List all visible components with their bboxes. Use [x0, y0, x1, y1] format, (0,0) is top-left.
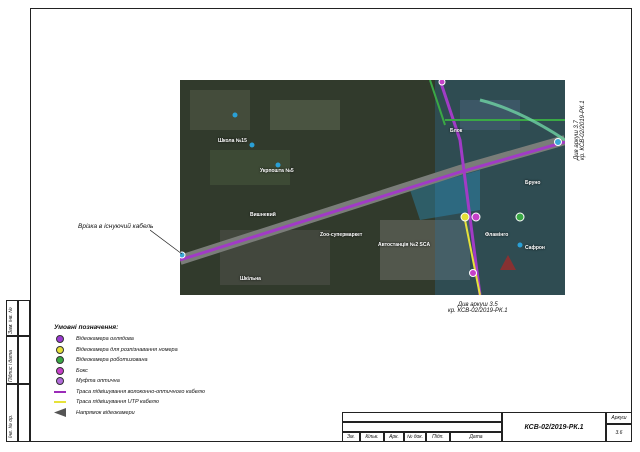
legend-item — [54, 366, 294, 377]
legend-line-icon — [54, 391, 66, 393]
sheet-ref-right-text: Див аркуш 3.7 кр. КСВ-02/2019-РК.1 — [574, 100, 586, 160]
title-block — [342, 412, 632, 442]
legend-label: Відеокамера оглядова — [76, 336, 134, 343]
map-label: Сафрон — [525, 245, 545, 251]
legend-label: Відеокамера для розпізнавання номера — [76, 346, 178, 353]
map-label: Автостанція №2 SCA — [378, 242, 431, 248]
legend-symbol — [54, 377, 66, 386]
map-overlay — [180, 80, 565, 295]
legend-label: Напрямок відеокамери — [76, 409, 135, 416]
map-label: Блок — [450, 128, 463, 134]
stamp-header: № док. — [404, 432, 426, 442]
legend-marker-icon — [56, 346, 64, 354]
legend-marker-icon — [56, 377, 64, 385]
map-label: Zoo-супермаркет — [320, 232, 363, 238]
legend-symbol — [54, 408, 66, 417]
legend-item — [54, 355, 294, 366]
legend-item — [54, 345, 294, 356]
legend-symbol — [54, 356, 66, 365]
legend-label: Бокс — [76, 367, 88, 374]
map-label: Укрпошта №5 — [260, 168, 294, 174]
stamp-header: Кільк. — [360, 432, 384, 442]
legend-label: Траса підвішування UTP кабелю — [76, 399, 159, 406]
legend-symbol — [54, 335, 66, 344]
legend-symbol — [54, 387, 66, 396]
legend-marker-icon — [56, 367, 64, 375]
legend-item — [54, 397, 294, 408]
sheet-label: Аркуш — [606, 412, 632, 424]
map-label: Шкільна — [240, 276, 261, 282]
sheet-ref-bottom — [448, 302, 508, 314]
side-cell-label: Підпис і дата — [8, 350, 14, 382]
map-label: Фламінго — [485, 232, 509, 238]
callout-leader — [150, 228, 185, 258]
legend-item — [54, 376, 294, 387]
legend-symbol — [54, 345, 66, 354]
legend — [54, 324, 294, 418]
map-label: Школа №15 — [218, 138, 247, 144]
legend-marker-icon — [56, 356, 64, 364]
legend-line-icon — [54, 401, 66, 403]
map-label: Вишневий — [250, 212, 276, 218]
side-stamp — [6, 300, 30, 442]
sheet-number: 3.6 — [606, 424, 632, 442]
legend-label: Відеокамера роботизована — [76, 357, 148, 364]
sheet-ref-bottom-text: Див аркуш 3.5 кр. КСВ-02/2019-РК.1 — [448, 302, 508, 314]
legend-symbol — [54, 398, 66, 407]
stamp-header: Дата — [450, 432, 502, 442]
stamp-header: Зм. — [342, 432, 360, 442]
sheet-ref-right — [574, 100, 586, 160]
legend-item — [54, 387, 294, 398]
camera-direction-icon — [54, 408, 66, 417]
satellite-map — [180, 80, 565, 295]
legend-marker-icon — [56, 335, 64, 343]
legend-label: Муфта оптична — [76, 378, 120, 385]
map-label: Бруно — [525, 180, 541, 186]
stamp-header: Арк. — [384, 432, 404, 442]
side-cell-label: Зам. інв. № — [8, 307, 14, 334]
side-cell-label: Інв. № ор. — [8, 414, 14, 438]
stamp-header: Підп. — [426, 432, 450, 442]
legend-title: Умовні позначення: — [54, 324, 119, 331]
legend-symbol — [54, 366, 66, 375]
cable-tap-callout: Врізка в існуючий кабель — [78, 223, 154, 230]
legend-item — [54, 408, 294, 419]
doc-code: КСВ-02/2019-РК.1 — [502, 412, 606, 442]
legend-label: Траса підвішування волоконно-оптичного кабелю — [76, 388, 205, 395]
legend-item — [54, 334, 294, 345]
